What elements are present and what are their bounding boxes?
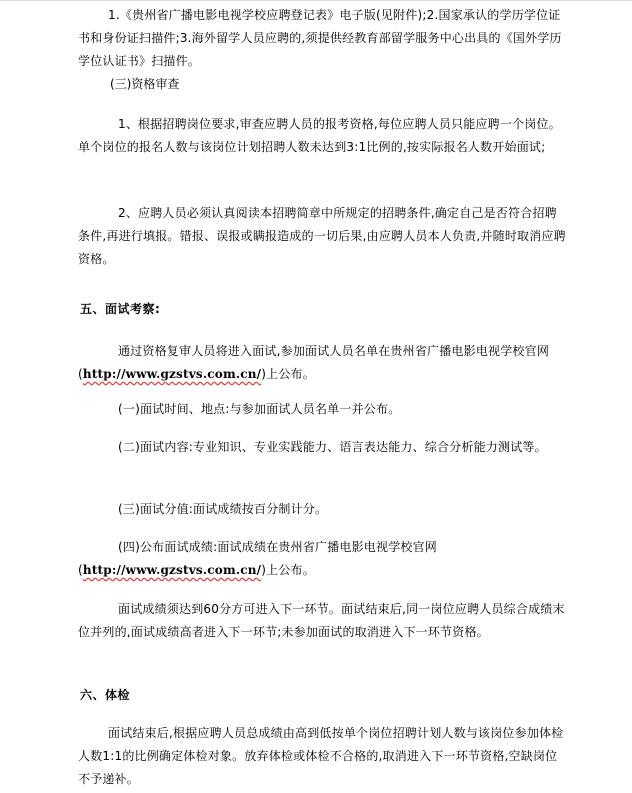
school-website-link[interactable]: http://www.gzstvs.com.cn/ [82, 367, 262, 381]
interview-item-2: (二)面试内容:专业知识、专业实践能力、语言表达能力、综合分析能力测试等。 [118, 440, 547, 454]
physical-exam-paragraph: 面试结束后,根据应聘人员总成绩由高到低按单个岗位招聘计划人数与该岗位参加体检人数1:1的比例确定体检对象。放弃体检或体检不合格的,取消进入下一环节资格,空缺岗位不予递补。 [78, 726, 564, 786]
physical-exam-heading: 六、体检 [80, 688, 131, 702]
interview-intro-paragraph [78, 340, 566, 386]
interview-intro-tail: )上公布。 [261, 367, 315, 381]
interview-intro-text: 通过资格复审人员将进入面试,参加面试人员名单在贵州省广播电影电视学校官网( [78, 344, 550, 381]
materials-text: 1.《贵州省广播电影电视学校应聘登记表》电子版(见附件);2.国家承认的学历学位证书和身份证扫描件;3.海外留学人员应聘的,须提供经教育部留学服务中心出具的《国外学历学位认证书》扫描件。 [78, 8, 562, 68]
review-item-1: 1、根据招聘岗位要求,审查应聘人员的报考资格,每位应聘人员只能应聘一个岗位。单个岗位的报名人数与该岗位计划招聘人数未达到3:1比例的,按实际报名人数开始面试; [78, 117, 561, 154]
interview-item-3: (三)面试分值:面试成绩按百分制计分。 [118, 502, 328, 516]
page-top-border [0, 0, 632, 1]
interview-item-4-text: (四)公布面试成绩:面试成绩在贵州省广播电影电视学校官网( [78, 540, 438, 577]
school-website-link-2[interactable]: http://www.gzstvs.com.cn/ [82, 563, 262, 577]
review-item-2: 2、应聘人员必须认真阅读本招聘简章中所规定的招聘条件,确定自己是否符合招聘条件,再进行填报。错报、误报或瞒报造成的一切后果,由应聘人员本人负责,并随时取消应聘资格。 [78, 206, 566, 266]
pass-criteria-paragraph: 面试成绩须达到60分方可进入下一环节。面试结束后,同一岗位应聘人员综合成绩末位并列的,面试成绩高者进入下一环节;未参加面试的取消进入下一环节资格。 [78, 602, 565, 639]
interview-heading: 五、面试考察: [80, 302, 161, 316]
interview-item-4-tail: )上公布。 [261, 563, 315, 577]
materials-paragraph [78, 4, 566, 73]
interview-item-1: (一)面试时间、地点:与参加面试人员名单一并公布。 [118, 402, 401, 416]
review-subheading: (三)资格审查 [110, 77, 180, 91]
interview-item-4 [78, 536, 566, 582]
